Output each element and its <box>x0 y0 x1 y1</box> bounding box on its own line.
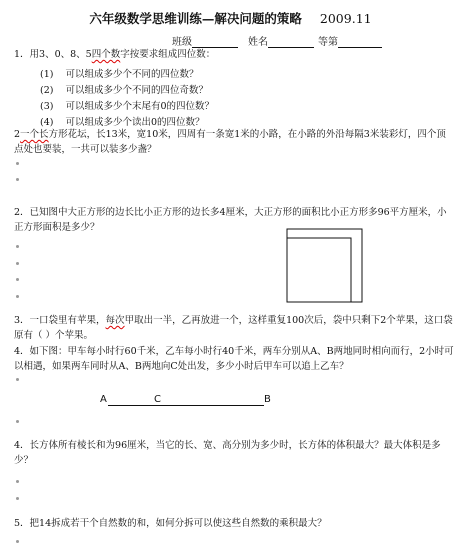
question-4b <box>14 438 454 468</box>
q1-sub-3 <box>40 98 214 112</box>
question-5 <box>14 516 327 531</box>
name-field <box>248 33 314 48</box>
sub-text: 可以组成多少个读出0的四位数？ <box>65 117 205 128</box>
paragraph-mark <box>16 497 19 500</box>
paragraph-mark <box>16 295 19 298</box>
question-3 <box>14 313 454 343</box>
question-text: 字按要求组成四位数： <box>120 49 216 60</box>
sub-text: 可以组成多少个不同的四位数？ <box>65 69 199 80</box>
question-text: 2．已知图中大正方形的边长比小正方形的边长多4厘米，大正方形的面积比小正方形多96平方厘米，小正方形面积是多少？ <box>14 207 447 233</box>
paragraph-mark <box>16 540 19 543</box>
question-4a <box>14 344 454 374</box>
question-text: 3．一口袋里有苹果， <box>14 315 106 326</box>
paragraph-mark <box>16 278 19 281</box>
page-title <box>0 9 461 27</box>
question-text: 甲取出一半，乙再放进一个，这样重复100次后，袋中只剩下2个苹果，这口袋原有（ ）个苹果。 <box>14 315 453 341</box>
class-label: 班级 <box>172 37 192 48</box>
q1-sub-4 <box>40 114 205 128</box>
sub-number: (1) <box>40 69 54 80</box>
q1-sub-1 <box>40 66 198 80</box>
paragraph-mark <box>16 480 19 483</box>
question-1 <box>14 47 215 62</box>
point-c-label: C <box>154 394 161 405</box>
name-blank[interactable] <box>268 37 314 48</box>
segment-ab <box>108 405 264 406</box>
paragraph-mark <box>16 178 19 181</box>
question-text: 方形花坛，长13米，宽10米，四周有一条宽1米的小路，在小路的外沿每隔3米装彩灯，四个顶点处也要装，一共可以装多少盏？ <box>14 129 446 155</box>
point-a-label: A <box>100 394 107 405</box>
title-text: 六年级数学思维训练—解决问题的策略 <box>89 11 302 26</box>
class-field <box>172 33 238 48</box>
name-label: 姓名 <box>248 37 268 48</box>
question-text: 用3、0、8、5 <box>29 49 92 60</box>
paragraph-mark <box>16 162 19 165</box>
sub-number: (2) <box>40 85 54 96</box>
sub-number: (3) <box>40 101 54 112</box>
question-2a <box>14 127 454 157</box>
point-b-label: B <box>264 394 271 405</box>
paragraph-mark <box>16 262 19 265</box>
paragraph-mark <box>16 420 19 423</box>
question-text: 4．长方体所有棱长和为96厘米，当它的长、宽、高分别为多少时，长方体的体积最大？最大体积是多少？ <box>14 440 441 466</box>
sub-number: (4) <box>40 117 54 128</box>
question-text-marked: 每次 <box>105 315 125 326</box>
question-text: 4．如下图：甲车每小时行60千米，乙车每小时行40千米，两车分别从A、B两地同时相向而行，2小时可以相遇，如果两车同时从A、B两地向C处出发，多少小时后甲车可以追上乙车？ <box>14 346 454 372</box>
question-text-marked: 一个长 <box>20 129 49 140</box>
paragraph-mark <box>16 245 19 248</box>
square-figure <box>286 228 364 304</box>
question-2b <box>14 205 454 235</box>
rank-label: 等第 <box>318 37 338 48</box>
paragraph-mark <box>16 378 19 381</box>
sub-text: 可以组成多少个末尾有0的四位数？ <box>65 101 215 112</box>
title-year: 2009.11 <box>319 11 372 26</box>
question-number: 1． <box>14 49 30 60</box>
rank-field <box>318 33 382 48</box>
sub-text: 可以组成多少个不同的四位奇数？ <box>65 85 208 96</box>
small-square <box>287 238 351 302</box>
question-text: 5．把14拆成若干个自然数的和，如何分拆可以使这些自然数的乘积最大？ <box>14 518 327 529</box>
question-text-marked: 四个数 <box>91 49 121 60</box>
q1-sub-2 <box>40 82 208 96</box>
rank-blank[interactable] <box>338 37 382 48</box>
question-text: 2 <box>14 129 21 140</box>
